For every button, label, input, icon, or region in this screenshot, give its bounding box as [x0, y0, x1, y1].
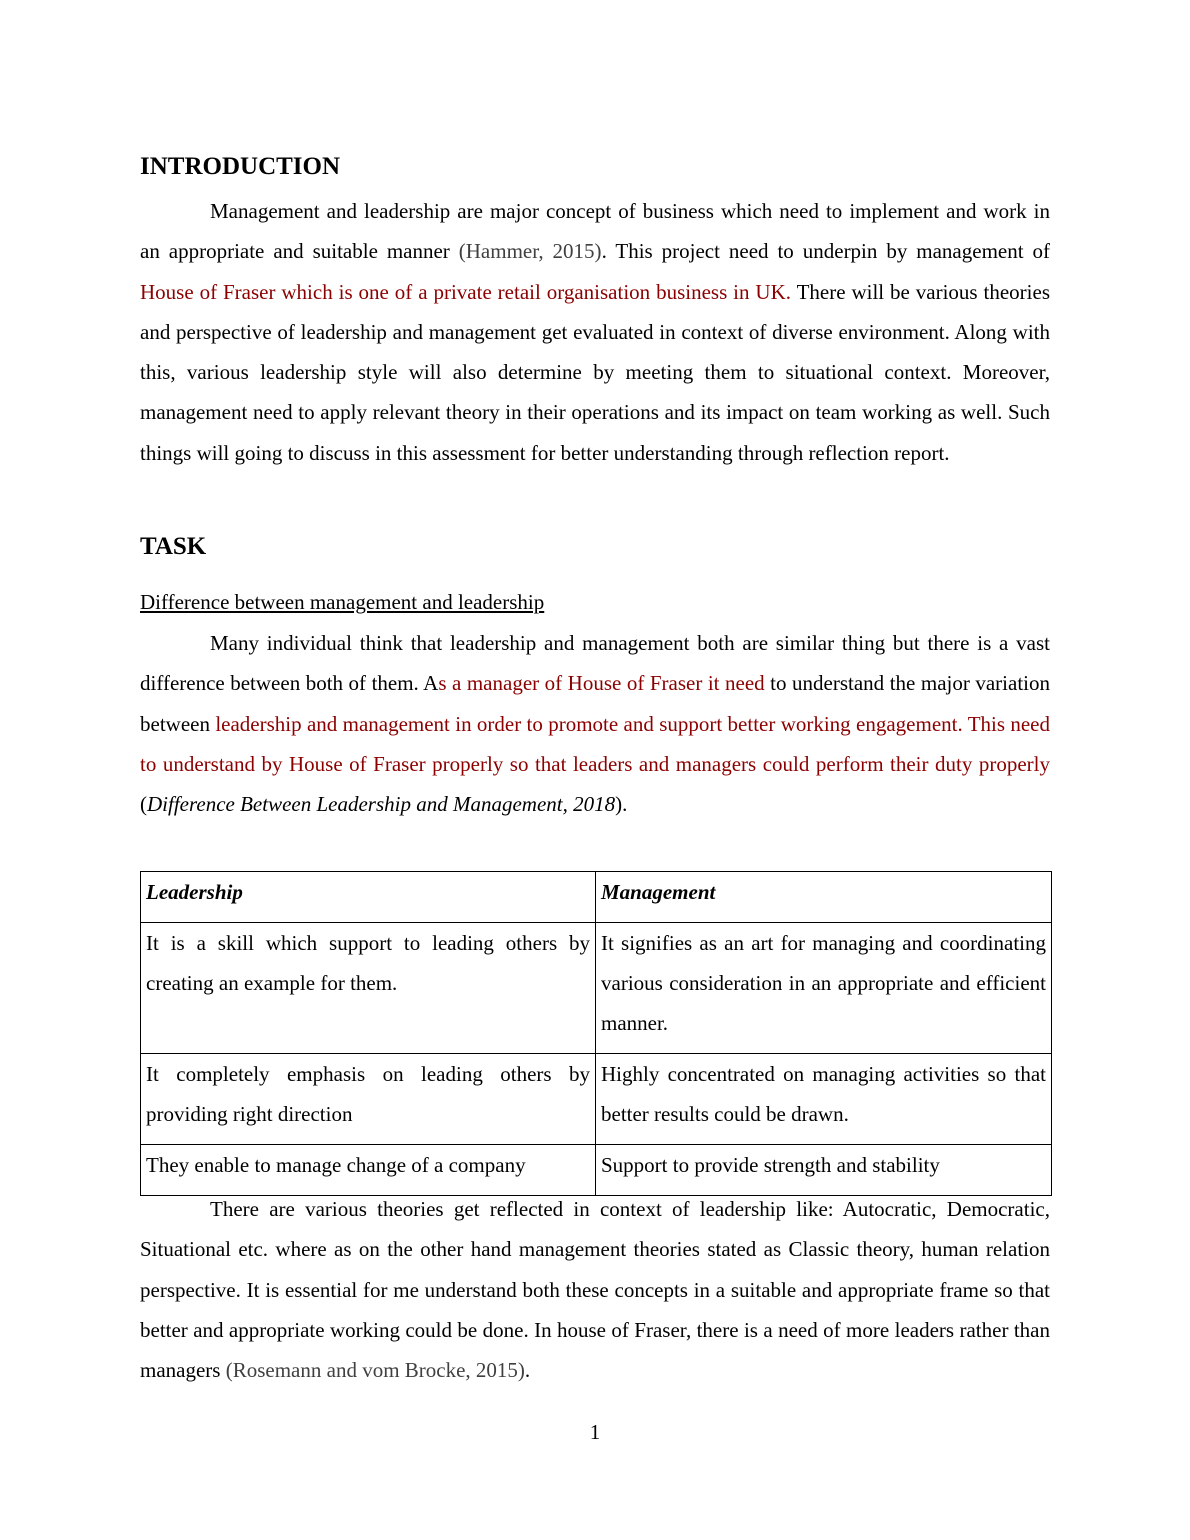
table-row [141, 923, 1052, 1054]
diff-highlight-1: s a manager of House of Fraser it need [438, 671, 765, 696]
difference-paragraph [140, 623, 1050, 824]
diff-highlight-2: leadership and management in order to promote and support better working engagement. This need to understand by House of Fraser properly so that leaders and managers could perform their duty properly [140, 711, 1051, 776]
page-number: 1 [589, 1420, 601, 1444]
intro-text-1: Management and leadership are major concept of business which need to implement and work in an appropriate and suitable manner [140, 199, 1050, 264]
table-cell: It is a skill which support to leading others by creating an example for them. [141, 923, 596, 1054]
intro-text-3: There will be various theories and perspective of leadership and management get evaluated in context of diverse environment. Along with this, various leadership style will also determine by meeting them to situational context. Moreover, management need to apply relevant theory in their operations and its impact on team working as well. Such things will going to discuss in this assessment for better understanding through reflection report. [140, 279, 1051, 465]
table-header-row [141, 872, 1052, 923]
theory-text-2: . [524, 1358, 531, 1383]
citation-difference: Difference Between Leadership and Management, 2018 [147, 792, 616, 817]
diff-text-1: Many individual think that leadership and management both are similar thing but there is a vast difference between both of them. A [140, 631, 1050, 696]
table-row [141, 1054, 1052, 1145]
task-heading: TASK [140, 533, 207, 560]
introduction-paragraph [140, 191, 1050, 473]
comparison-table [140, 871, 1052, 1196]
table-cell: Highly concentrated on managing activities so that better results could be drawn. [596, 1054, 1052, 1145]
table-cell: They enable to manage change of a company [141, 1145, 596, 1196]
difference-subheading: Difference between management and leadership [140, 590, 545, 614]
table-cell: Support to provide strength and stability [596, 1145, 1052, 1196]
intro-highlight: House of Fraser which is one of a private retail organisation business in UK. [140, 279, 792, 304]
table-row [141, 1145, 1052, 1196]
table-header-management: Management [596, 872, 1052, 923]
table-cell: It signifies as an art for managing and coordinating various consideration in an appropriate and efficient manner. [596, 923, 1052, 1054]
theory-text-1: There are various theories get reflected in context of leadership like: Autocratic, Democratic, Situational etc. where as on the other hand management theories stated as Classic theory, human relation perspective. It is essential for me understand both these concepts in a suitable and appropriate frame so that better and appropriate working could be done. In house of Fraser, there is a need of more leaders rather than managers [140, 1197, 1050, 1383]
diff-text-2: to understand the major variation between [140, 671, 1050, 736]
diff-text-3: ( [140, 792, 147, 817]
introduction-heading: INTRODUCTION [140, 153, 341, 180]
table-cell: It completely emphasis on leading others by providing right direction [141, 1054, 596, 1145]
citation-rosemann: (Rosemann and vom Brocke, 2015) [225, 1358, 525, 1383]
citation-hammer: (Hammer, 2015) [458, 239, 602, 264]
table-header-leadership: Leadership [141, 872, 596, 923]
diff-text-4: ). [615, 792, 628, 817]
intro-text-2: . This project need to underpin by management of [601, 239, 1050, 264]
theories-paragraph [140, 1189, 1050, 1390]
